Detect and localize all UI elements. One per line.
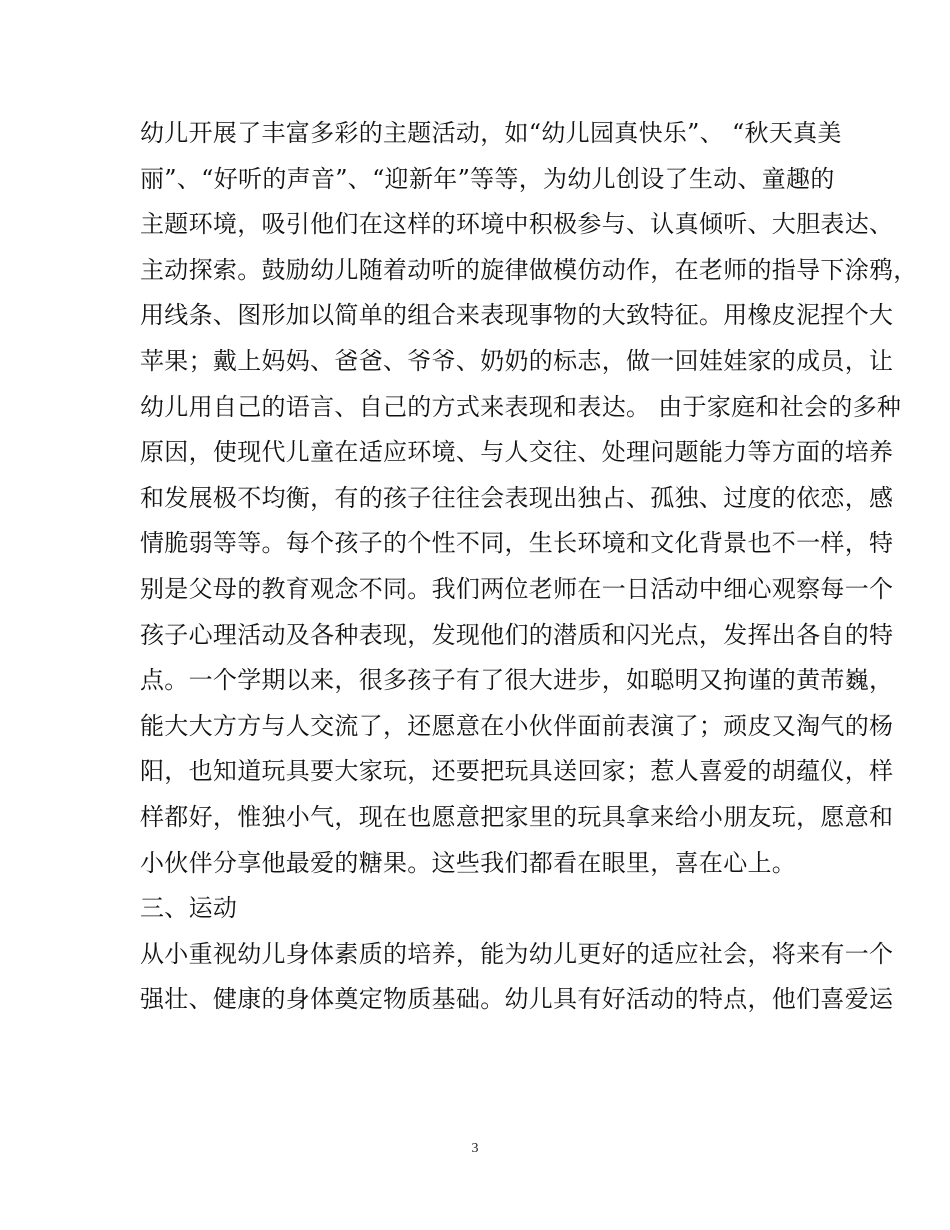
text-line: 孩子心理活动及各种表现，发现他们的潜质和闪光点，发挥出各自的特 <box>140 620 894 649</box>
text-line: 点。一个学期以来，很多孩子有了很大进步，如聪明又拘谨的黄芾巍， <box>140 666 894 695</box>
body-text <box>140 111 918 1023</box>
page-number: 3 <box>471 1141 479 1156</box>
text-line: 幼儿用自己的语言、自己的方式来表现和表达。 由于家庭和社会的多种 <box>140 392 902 421</box>
text-line: 能大大方方与人交流了，还愿意在小伙伴面前表演了；顽皮又淘气的杨 <box>140 711 894 740</box>
text-line: 阳，也知道玩具要大家玩，还要把玩具送回家；惹人喜爱的胡蕴仪，样 <box>140 757 894 786</box>
text-line: 样都好，惟独小气，现在也愿意把家里的玩具拿来给小朋友玩，愿意和 <box>140 802 894 831</box>
text-line: 主题环境，吸引他们在这样的环境中积极参与、认真倾听、大胆表达、 <box>140 210 894 239</box>
text-line: 主动探索。鼓励幼儿随着动听的旋律做模仿动作，在老师的指导下涂鸦， <box>140 255 918 284</box>
text-line: 原因，使现代儿童在适应环境、与人交往、处理问题能力等方面的培养 <box>140 438 894 467</box>
text-line: 丽”、“好听的声音”、“迎新年”等等，为幼儿创设了生动、童趣的 <box>140 164 835 193</box>
text-line: 幼儿开展了丰富多彩的主题活动，如“幼儿园真快乐”、 “秋天真美 <box>140 119 842 147</box>
text-line: 和发展极不均衡，有的孩子往往会表现出独占、孤独、过度的依恋，感 <box>140 483 894 512</box>
text-line: 用线条、图形加以简单的组合来表现事物的大致特征。用橡皮泥捏个大 <box>140 301 894 330</box>
text-line: 从小重视幼儿身体素质的培养，能为幼儿更好的适应社会，将来有一个 <box>140 939 894 968</box>
section-heading: 三、运动 <box>140 894 238 923</box>
text-line: 苹果；戴上妈妈、爸爸、爷爷、奶奶的标志，做一回娃娃家的成员，让 <box>140 346 894 375</box>
text-line: 强壮、健康的身体奠定物质基础。幼儿具有好活动的特点，他们喜爱运 <box>140 985 894 1014</box>
text-line: 别是父母的教育观念不同。我们两位老师在一日活动中细心观察每一个 <box>140 574 894 603</box>
paragraph-end-line: 小伙伴分享他最爱的糖果。这些我们都看在眼里，喜在心上。 <box>140 848 797 877</box>
text-line: 情脆弱等等。每个孩子的个性不同，生长环境和文化背景也不一样，特 <box>140 529 894 558</box>
